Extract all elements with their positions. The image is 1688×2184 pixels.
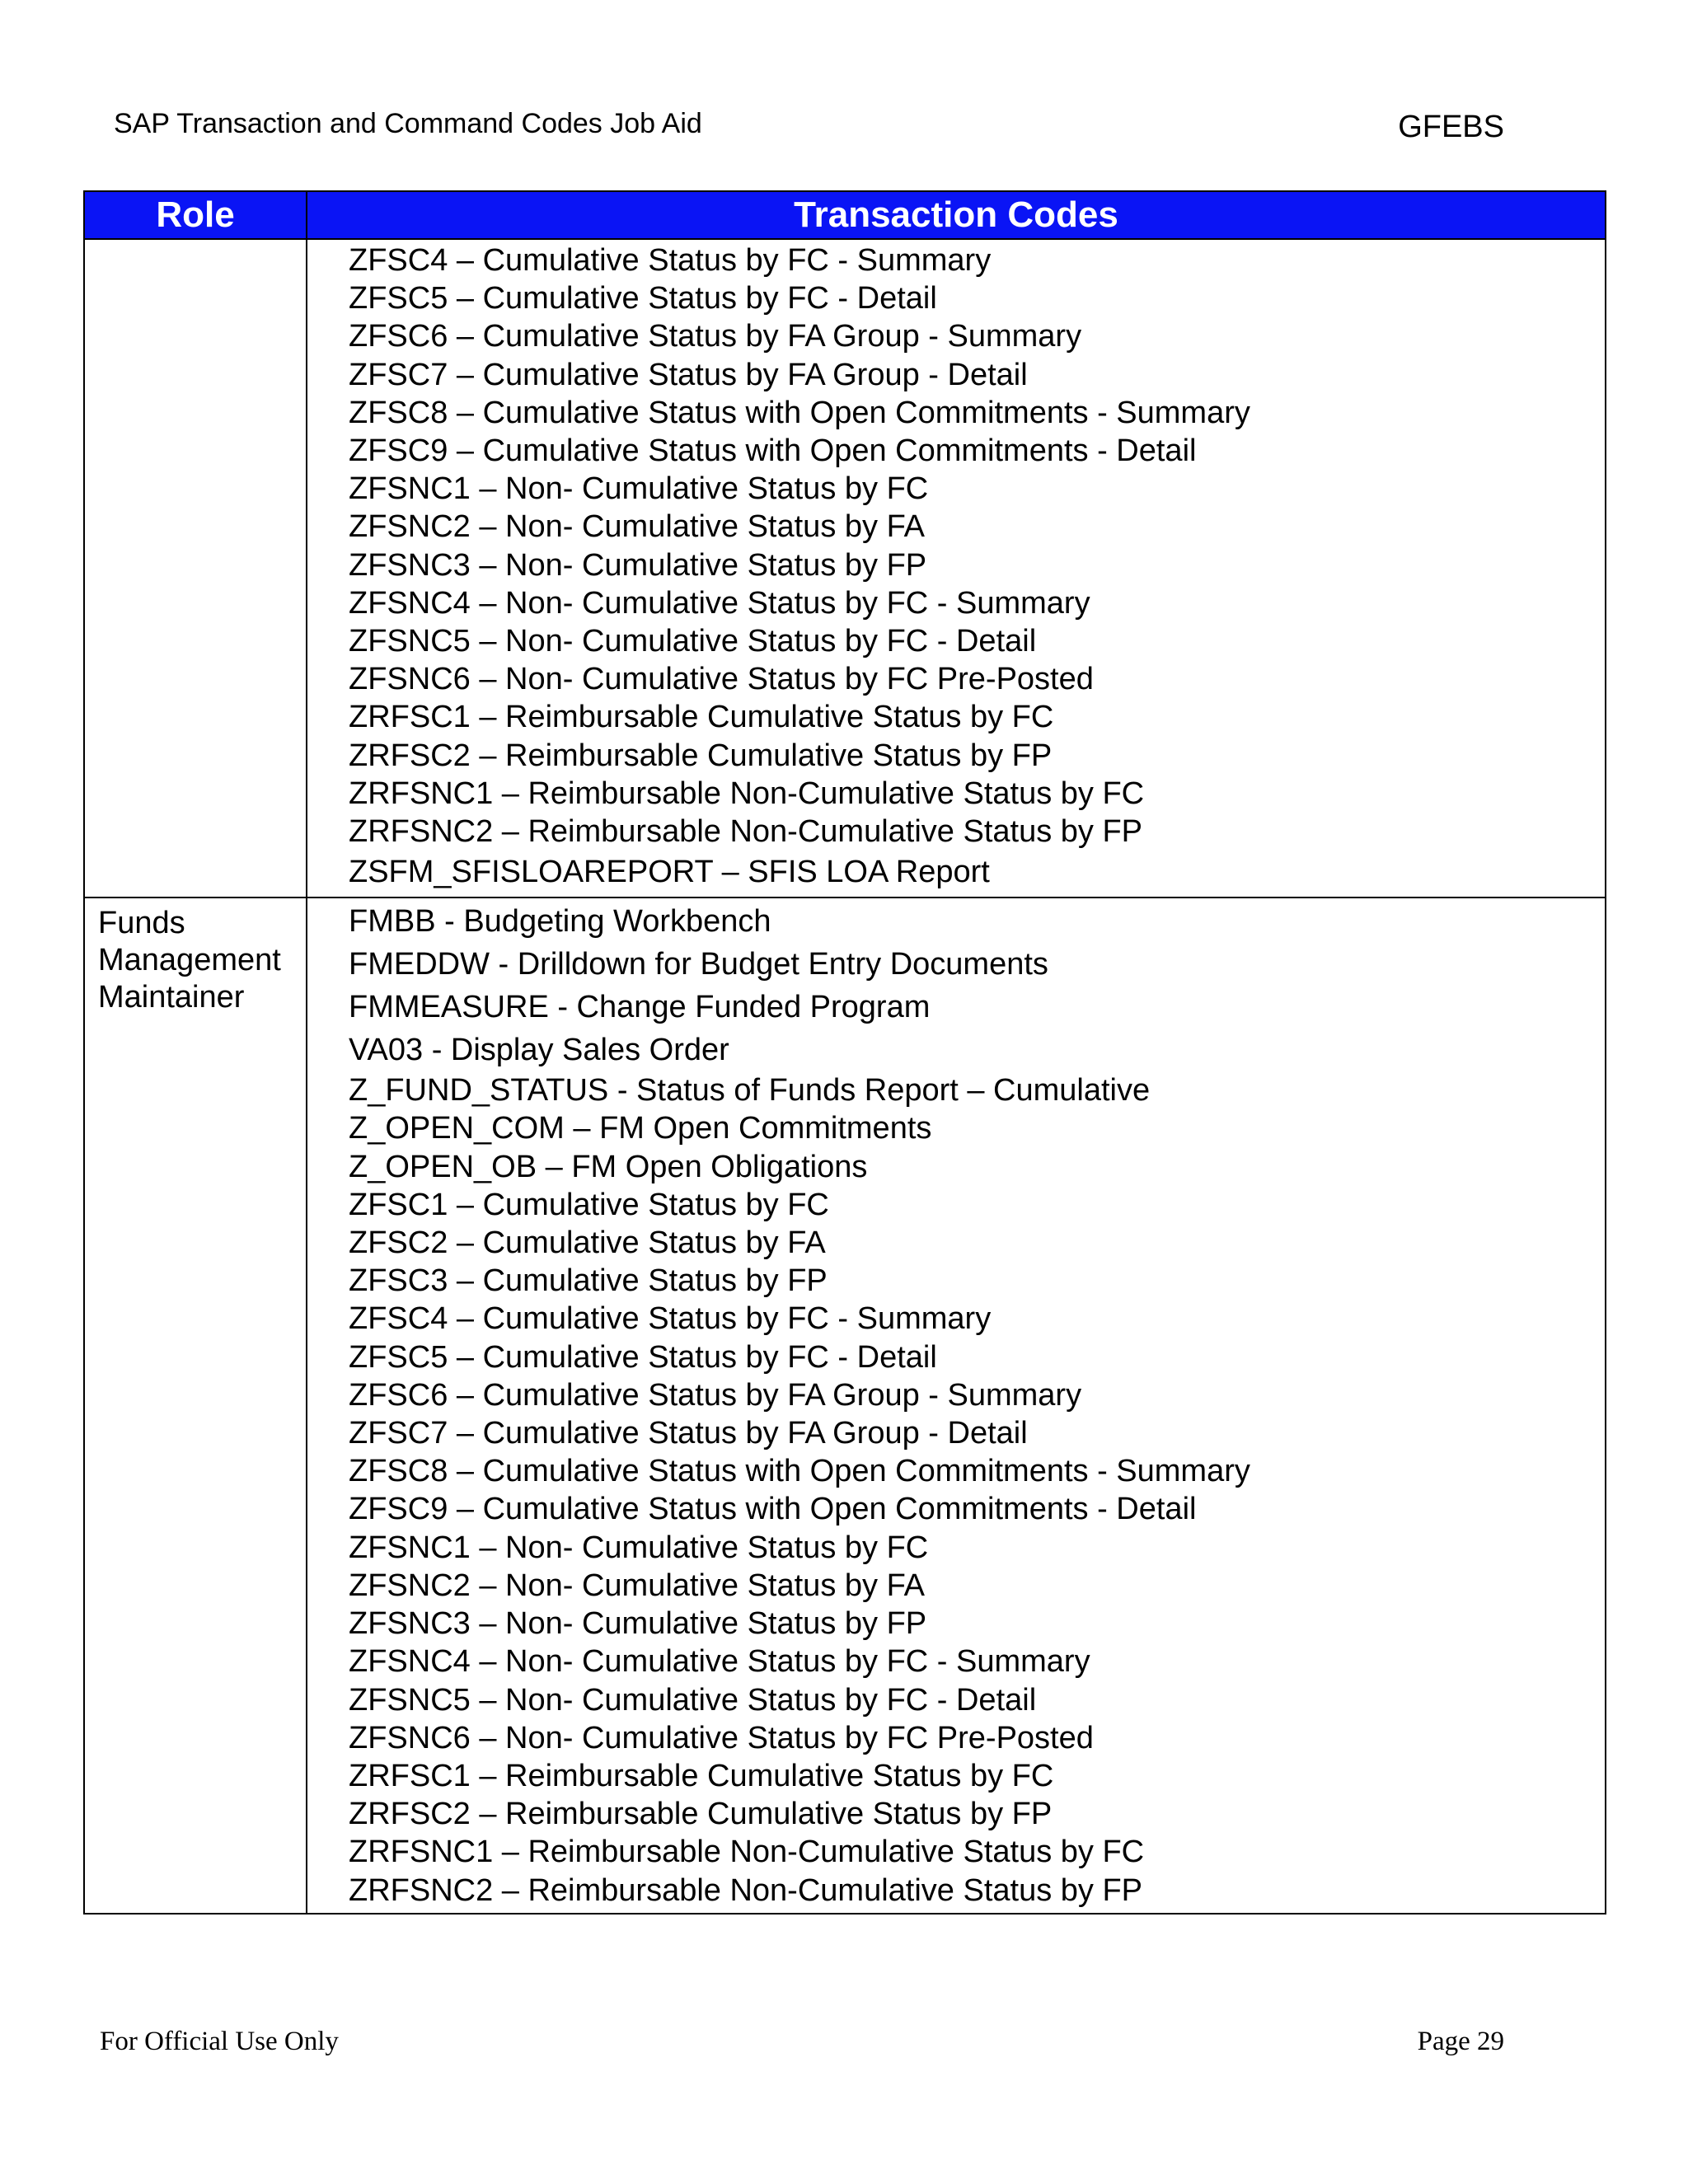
- page-number: Page 29: [1417, 2027, 1504, 2056]
- transaction-code-item: VA03 - Display Sales Order: [349, 1033, 729, 1068]
- transaction-codes-cell: [307, 898, 1606, 1913]
- transaction-code-item: ZFSNC1 – Non- Cumulative Status by FC: [349, 1530, 929, 1565]
- transaction-code-item: ZFSC6 – Cumulative Status by FA Group - Summary: [349, 1377, 1082, 1413]
- transaction-code-item: ZFSC5 – Cumulative Status by FC - Detail: [349, 281, 937, 316]
- transaction-code-item: ZFSC1 – Cumulative Status by FC: [349, 1187, 829, 1222]
- role-cell: [84, 239, 307, 898]
- transaction-code-item: FMEDDW - Drilldown for Budget Entry Documents: [349, 947, 1048, 982]
- transaction-codes-cell: [307, 239, 1606, 898]
- transaction-code-item: ZFSNC2 – Non- Cumulative Status by FA: [349, 1568, 926, 1603]
- transaction-code-item: ZFSNC4 – Non- Cumulative Status by FC - Summary: [349, 1644, 1090, 1680]
- transaction-codes-table: [83, 190, 1606, 1915]
- transaction-code-item: ZFSC9 – Cumulative Status with Open Commitments - Detail: [349, 434, 1197, 469]
- transaction-code-item: ZFSNC4 – Non- Cumulative Status by FC - Summary: [349, 585, 1090, 621]
- transaction-code-item: ZFSC7 – Cumulative Status by FA Group - Detail: [349, 1416, 1028, 1451]
- table-row: [84, 239, 1606, 898]
- transaction-code-item: ZRFSNC1 – Reimbursable Non-Cumulative Status by FC: [349, 776, 1145, 811]
- transaction-code-item: ZFSC8 – Cumulative Status with Open Commitments - Summary: [349, 395, 1250, 430]
- codes-column-header: Transaction Codes: [307, 191, 1606, 239]
- transaction-code-item: ZRFSNC1 – Reimbursable Non-Cumulative Status by FC: [349, 1835, 1145, 1870]
- transaction-code-item: ZFSC9 – Cumulative Status with Open Commitments - Detail: [349, 1492, 1197, 1527]
- document-title: SAP Transaction and Command Codes Job Aid: [114, 108, 702, 139]
- transaction-code-item: FMMEASURE - Change Funded Program: [349, 990, 931, 1025]
- transaction-code-item: ZRFSNC2 – Reimbursable Non-Cumulative Status by FP: [349, 1872, 1143, 1908]
- transaction-code-item: ZFSC3 – Cumulative Status by FP: [349, 1263, 828, 1299]
- transaction-code-item: ZFSC2 – Cumulative Status by FA: [349, 1226, 826, 1261]
- transaction-code-item: ZRFSC1 – Reimbursable Cumulative Status by FC: [349, 700, 1054, 735]
- transaction-code-item: Z_FUND_STATUS - Status of Funds Report – Cumulative: [349, 1073, 1151, 1108]
- transaction-code-item: ZFSC4 – Cumulative Status by FC - Summary: [349, 1301, 992, 1337]
- table-row: [84, 898, 1606, 1913]
- transaction-code-item: FMBB - Budgeting Workbench: [349, 904, 771, 940]
- transaction-code-item: ZFSNC2 – Non- Cumulative Status by FA: [349, 509, 926, 545]
- transaction-code-item: ZFSC7 – Cumulative Status by FA Group - Detail: [349, 357, 1028, 392]
- transaction-code-item: ZFSC8 – Cumulative Status with Open Commitments - Summary: [349, 1454, 1250, 1489]
- transaction-code-item: ZRFSC1 – Reimbursable Cumulative Status by FC: [349, 1758, 1054, 1793]
- transaction-code-item: ZRFSC2 – Reimbursable Cumulative Status by FP: [349, 1797, 1053, 1832]
- transaction-code-item: ZFSNC3 – Non- Cumulative Status by FP: [349, 547, 927, 583]
- classification-label: For Official Use Only: [100, 2027, 339, 2056]
- system-name: GFEBS: [1398, 110, 1504, 144]
- transaction-code-item: ZRFSNC2 – Reimbursable Non-Cumulative Status by FP: [349, 814, 1143, 850]
- transaction-code-item: Z_OPEN_OB – FM Open Obligations: [349, 1149, 868, 1184]
- table-header-row: [84, 191, 1606, 239]
- transaction-code-item: ZFSC4 – Cumulative Status by FC - Summary: [349, 243, 992, 278]
- transaction-code-item: ZRFSC2 – Reimbursable Cumulative Status by FP: [349, 738, 1053, 773]
- transaction-code-item: ZFSNC6 – Non- Cumulative Status by FC Pre-Posted: [349, 662, 1094, 697]
- transaction-code-item: ZFSNC1 – Non- Cumulative Status by FC: [349, 471, 929, 507]
- transaction-code-item: ZFSC5 – Cumulative Status by FC - Detail: [349, 1339, 937, 1375]
- transaction-code-item: ZFSC6 – Cumulative Status by FA Group - Summary: [349, 319, 1082, 354]
- transaction-code-item: ZFSNC5 – Non- Cumulative Status by FC - Detail: [349, 1682, 1037, 1718]
- transaction-code-item: ZFSNC5 – Non- Cumulative Status by FC - Detail: [349, 624, 1037, 659]
- role-column-header: Role: [84, 191, 307, 239]
- transaction-code-item: ZFSNC3 – Non- Cumulative Status by FP: [349, 1606, 927, 1642]
- table-body: [84, 239, 1606, 1914]
- role-cell: Funds Management Maintainer: [84, 898, 307, 1913]
- transaction-code-item: Z_OPEN_COM – FM Open Commitments: [349, 1111, 932, 1146]
- transaction-code-item: ZSFM_SFISLOAREPORT – SFIS LOA Report: [349, 855, 990, 890]
- transaction-code-item: ZFSNC6 – Non- Cumulative Status by FC Pre-Posted: [349, 1720, 1094, 1755]
